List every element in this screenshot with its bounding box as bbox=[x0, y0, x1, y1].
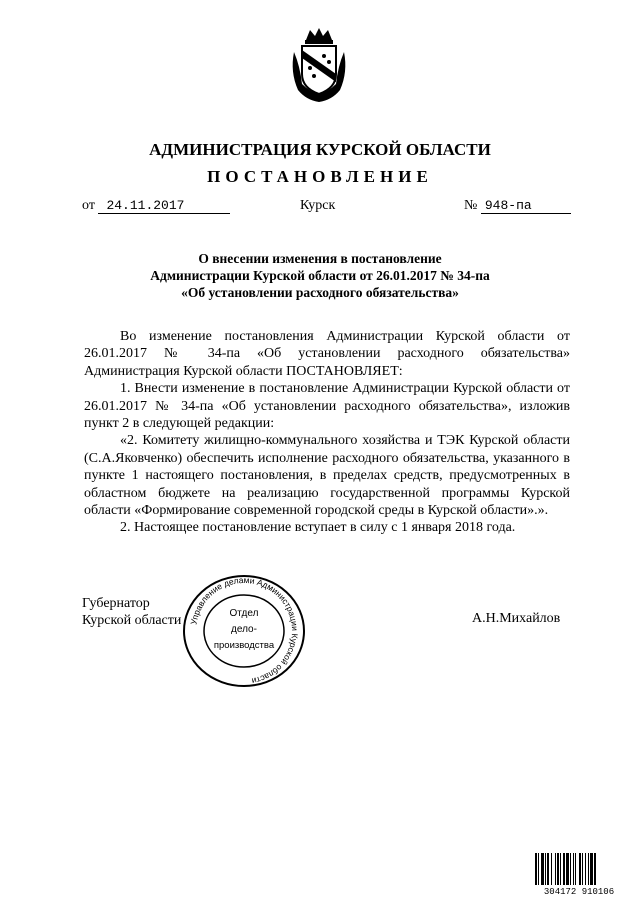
document-type: ПОСТАНОВЛЕНИЕ bbox=[207, 167, 433, 186]
barcode bbox=[533, 852, 625, 896]
barcode-bar bbox=[563, 853, 565, 885]
city-name: Курск bbox=[300, 198, 336, 213]
barcode-bar bbox=[594, 853, 596, 885]
barcode-bar bbox=[590, 853, 593, 885]
barcode-bar bbox=[575, 853, 576, 885]
signatory-name: А.Н.Михайлов bbox=[472, 611, 561, 626]
barcode-bar bbox=[551, 853, 552, 885]
barcode-bar bbox=[538, 853, 539, 885]
barcode-bar bbox=[547, 853, 549, 885]
number-prefix: № bbox=[464, 198, 478, 213]
barcode-bar bbox=[560, 853, 561, 885]
barcode-bar bbox=[579, 853, 581, 885]
office-stamp bbox=[178, 572, 310, 690]
date-prefix: от bbox=[82, 198, 95, 213]
barcode-bar bbox=[585, 853, 586, 885]
barcode-bar bbox=[566, 853, 569, 885]
barcode-number: 304172 910106 bbox=[543, 887, 615, 896]
title-line: «Об установлении расходного обязательства» bbox=[181, 285, 459, 300]
date-value: 24.11.2017 bbox=[98, 198, 230, 214]
stamp-center-line: производства bbox=[213, 640, 275, 651]
barcode-bar bbox=[570, 853, 571, 885]
document-title bbox=[90, 250, 550, 301]
title-line: О внесении изменения в постановление bbox=[198, 251, 442, 266]
barcode-bar bbox=[545, 853, 546, 885]
barcode-bar bbox=[535, 853, 537, 885]
stamp-center-line: дело- bbox=[231, 624, 257, 635]
stamp-center-line: Отдел bbox=[229, 608, 259, 619]
preamble-paragraph: Во изменение постановления Администрации Курской области от 26.01.2017 № 34-па «Об установлении расходного обязательства» Администрация Курской области ПОСТАНОВЛЯЕТ: bbox=[84, 329, 570, 379]
barcode-bar bbox=[541, 853, 544, 885]
stamp-ring-text: Управление делами Администрации Курской области bbox=[188, 574, 301, 687]
barcode-bar bbox=[555, 853, 556, 885]
barcode-bar bbox=[588, 853, 589, 885]
organization-name: АДМИНИСТРАЦИЯ КУРСКОЙ ОБЛАСТИ bbox=[149, 140, 491, 159]
barcode-bar bbox=[573, 853, 574, 885]
title-line: Администрации Курской области от 26.01.2017 № 34-па bbox=[150, 268, 490, 283]
barcode-bar bbox=[557, 853, 559, 885]
signatory-position bbox=[82, 595, 181, 629]
coat-of-arms-icon bbox=[288, 26, 350, 104]
item-2-paragraph: 2. Настоящее постановление вступает в силу с 1 января 2018 года. bbox=[120, 520, 516, 536]
quoted-paragraph: «2. Комитету жилищно-коммунального хозяйства и ТЭК Курской области (С.А.Яковченко) обеспечить исполнение расходного обязательства, указанного в пункте 1 настоящего постановления, в пределах средств, предусмотренных в областном бюджете на реализацию государственной программы Курской области «Формирование современной городской среды в Курской области».». bbox=[84, 433, 570, 519]
number-value: 948-па bbox=[481, 198, 571, 214]
document-body bbox=[84, 328, 570, 537]
number-field bbox=[464, 198, 571, 214]
date-field bbox=[82, 198, 230, 214]
position-line: Губернатор bbox=[82, 596, 150, 611]
barcode-bar bbox=[582, 853, 583, 885]
position-line: Курской области bbox=[82, 613, 182, 628]
item-1-paragraph: 1. Внести изменение в постановление Администрации Курской области от 26.01.2017 № 34-па «Об установлении расходного обязательства», изложив пункт 2 в следующей редакции: bbox=[84, 381, 570, 432]
